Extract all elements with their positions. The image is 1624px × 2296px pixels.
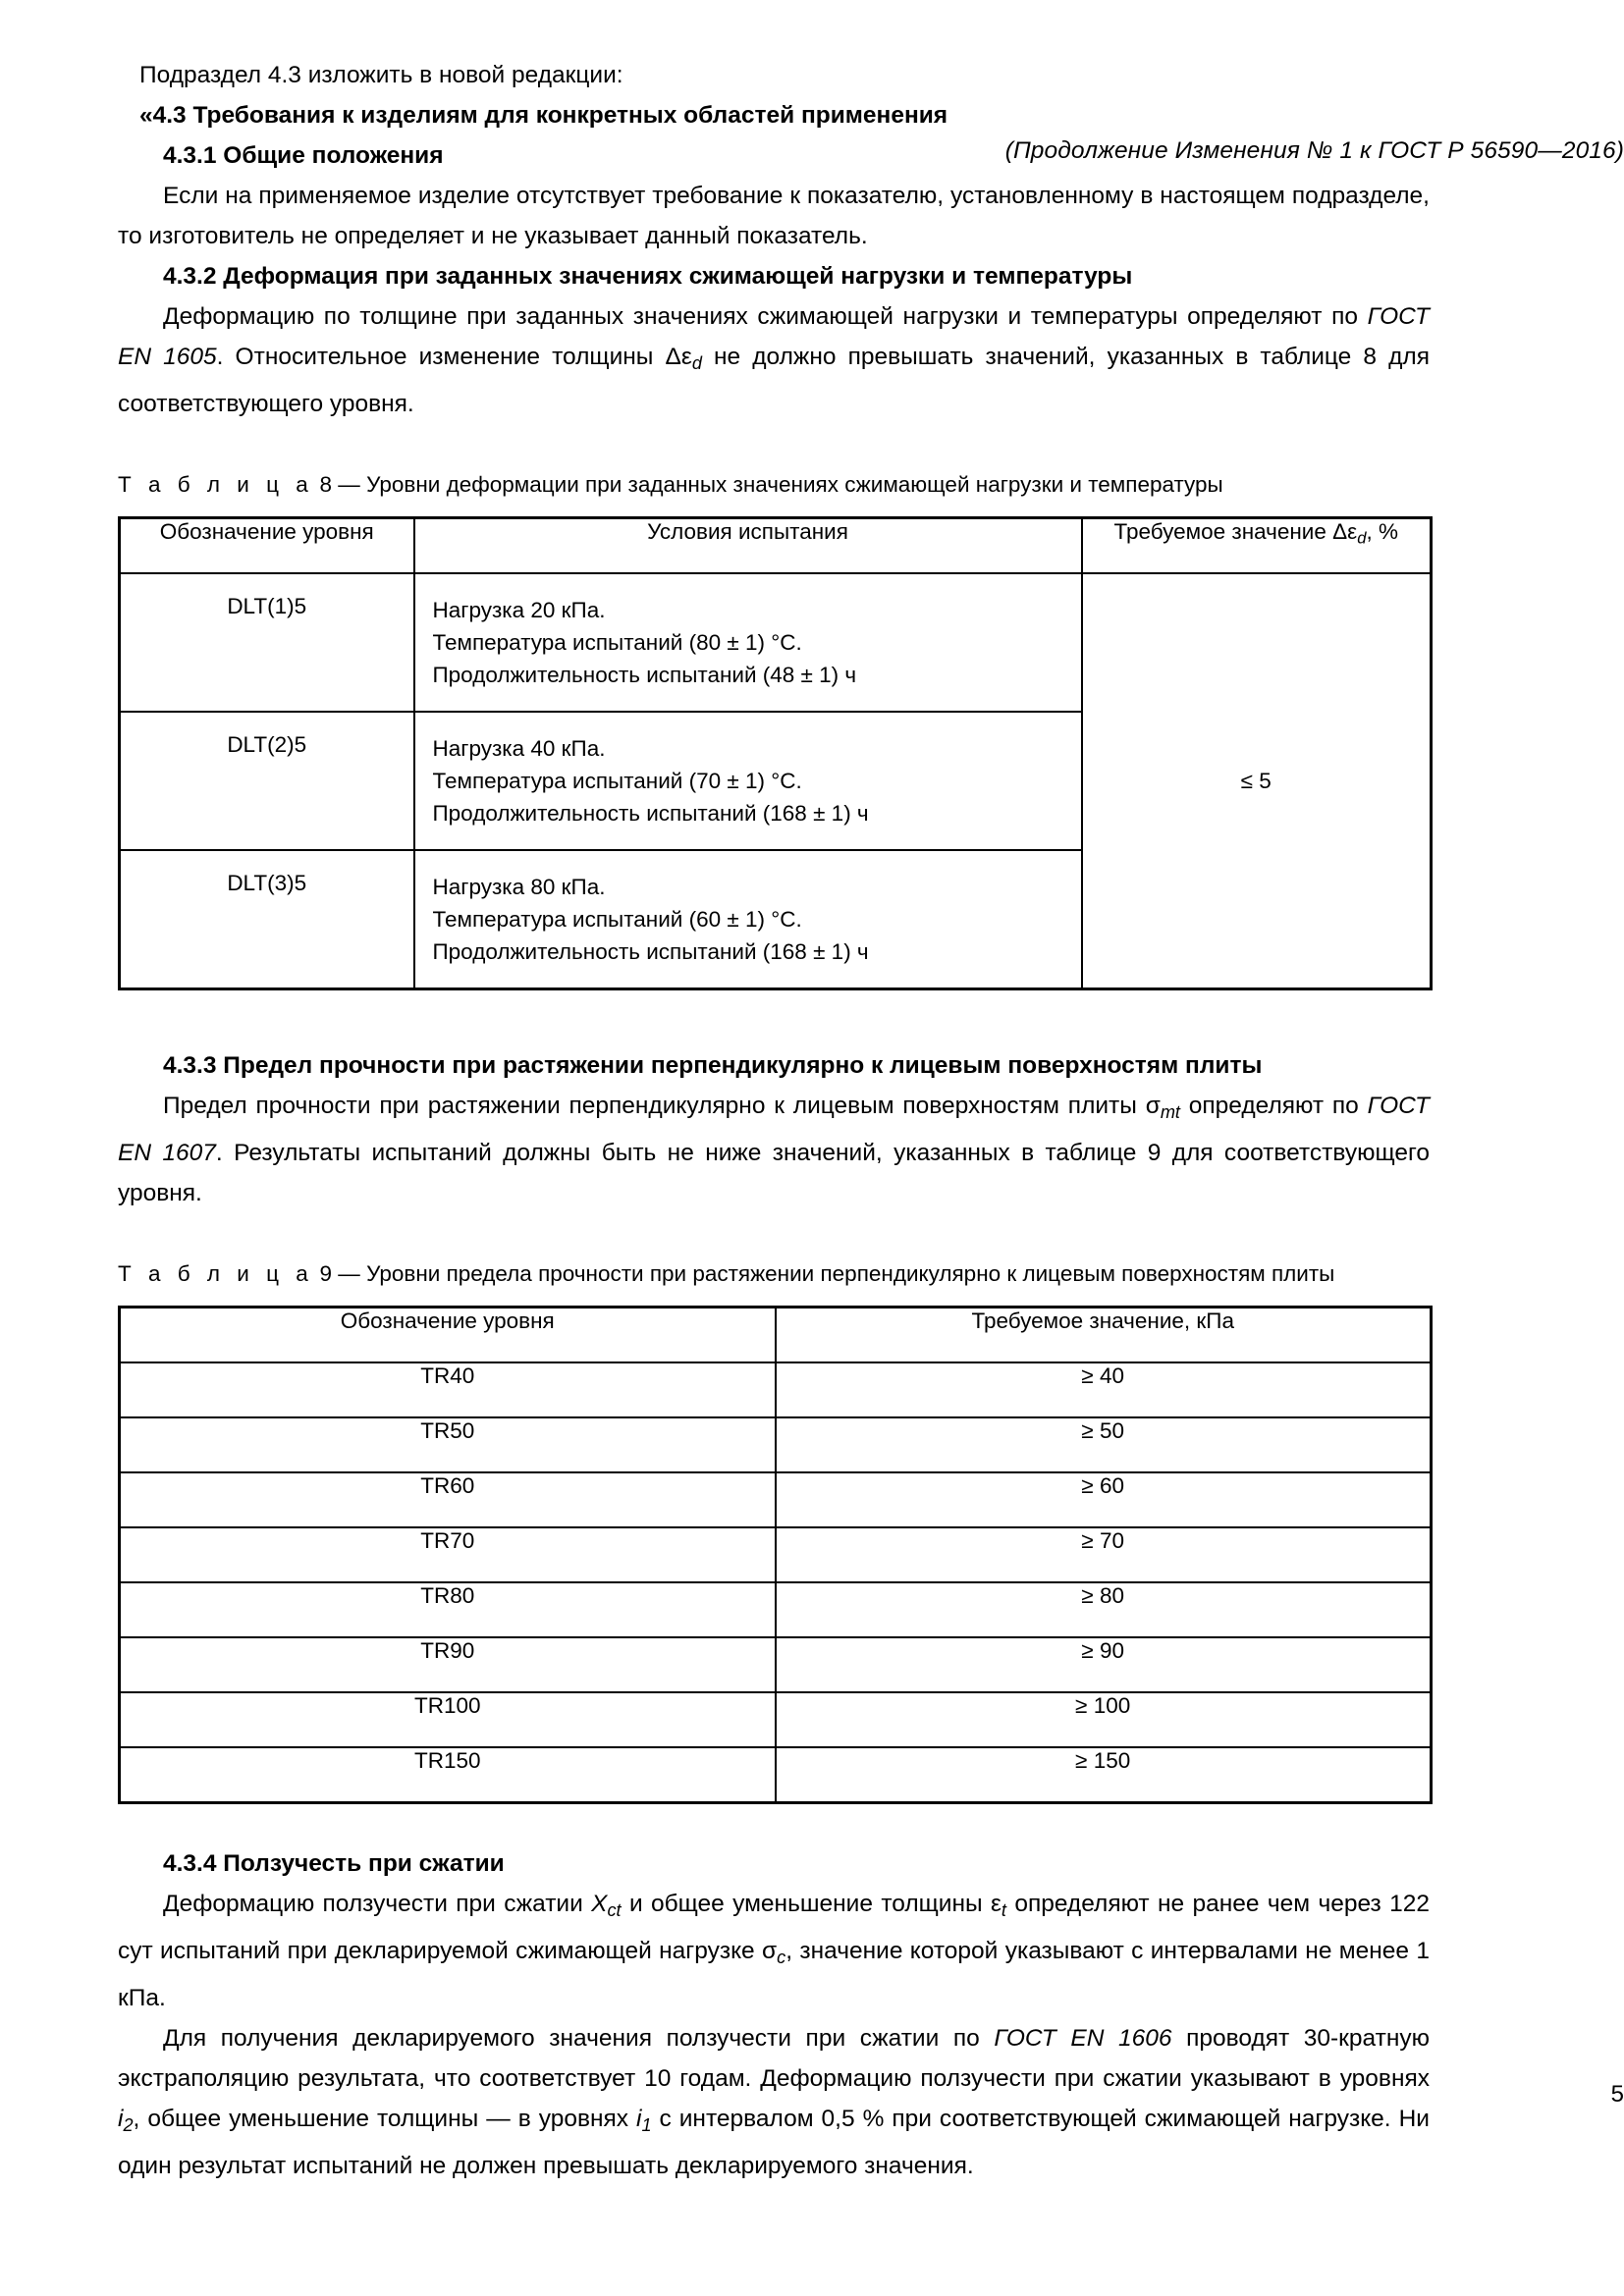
symbol-sigma-c xyxy=(762,1938,786,1968)
running-header: (Продолжение Изменения № 1 к ГОСТ Р 56590—2016) xyxy=(1004,137,1624,164)
table-8-caption-dash: — xyxy=(338,472,360,498)
table-8-condition-line: Продолжительность испытаний (168 ± 1) ч xyxy=(432,939,869,965)
symbol-epsilon-t-base: ε xyxy=(990,1891,1001,1918)
symbol-i-2-subscript: 2 xyxy=(123,2115,134,2136)
paragraph-4-3-2-part3: не должно превышать значений, указанных в таблице 8 для соответствующего уровня. xyxy=(118,344,1430,418)
table-8-cell-conditions xyxy=(414,712,1082,850)
table-8-cell-required-value: ≤ 5 xyxy=(1082,573,1432,989)
symbol-sigma-mt-base: σ xyxy=(1145,1093,1161,1120)
table-8-header-required-symbol-subscript: d xyxy=(1357,528,1367,548)
symbol-x-ct xyxy=(591,1891,622,1921)
heading-4-3-1: 4.3.1 Общие положения xyxy=(163,142,444,169)
symbol-sigma-c-subscript: c xyxy=(777,1948,786,1968)
table-8-header-required-prefix: Требуемое значение xyxy=(1113,519,1333,545)
table-9-caption-dash: — xyxy=(338,1261,360,1287)
table-9-caption-text: Уровни предела прочности при растяжении перпендикулярно к лицевым поверхностям плиты xyxy=(366,1261,1335,1287)
table-9-cell-value: ≥ 150 xyxy=(776,1747,1432,1803)
table-9-cell-level: TR60 xyxy=(120,1472,776,1527)
heading-4-3-3: 4.3.3 Предел прочности при растяжении перпендикулярно к лицевым поверхностям плиты xyxy=(163,1052,1263,1080)
table-8-caption-text: Уровни деформации при заданных значениях сжимающей нагрузки и температуры xyxy=(366,472,1223,498)
table-9-cell-value: ≥ 40 xyxy=(776,1362,1432,1417)
table-8-header-required-suffix: , % xyxy=(1366,519,1398,545)
table-9-header-level: Обозначение уровня xyxy=(120,1308,776,1363)
heading-4-3-2 xyxy=(118,256,1430,296)
table-9-cell-value: ≥ 80 xyxy=(776,1582,1432,1637)
paragraph-4-3-4-a-part3: определяют не ранее чем через 122 сут испытаний при декларируемой сжимающей нагрузке xyxy=(118,1891,1431,1965)
table-8-condition-line: Нагрузка 80 кПа. xyxy=(432,875,606,900)
table-8-header-conditions: Условия испытания xyxy=(414,518,1082,574)
table-8-caption-number: 8 xyxy=(319,472,333,498)
paragraph-4-3-3-part1: Предел прочности при растяжении перпендикулярно к лицевым поверхностям плиты xyxy=(163,1093,1146,1120)
table-row xyxy=(120,1417,1432,1472)
table-9-header-required: Требуемое значение, кПа xyxy=(776,1308,1432,1363)
table-8-condition-line: Продолжительность испытаний (48 ± 1) ч xyxy=(432,663,857,688)
paragraph-4-3-4-a-part4: , значение которой указывают с интервалами не менее 1 кПа. xyxy=(118,1938,1430,2012)
symbol-i-2-base: i xyxy=(118,2106,124,2133)
paragraph-4-3-4-b-part2: проводят 30-кратную экстраполяцию результата, что соответствует 10 годам. Деформацию ползучести при сжатии указывают в уровнях xyxy=(118,2025,1430,2093)
table-9-cell-level: TR70 xyxy=(120,1527,776,1582)
table-9-cell-level: TR40 xyxy=(120,1362,776,1417)
table-9-cell-level: TR100 xyxy=(120,1692,776,1747)
table-9-caption-label: Т а б л и ц а xyxy=(118,1261,314,1287)
paragraph-4-3-3 xyxy=(118,1086,1430,1213)
table-8-condition-line: Нагрузка 40 кПа. xyxy=(432,736,606,762)
symbol-sigma-mt-subscript: mt xyxy=(1160,1102,1180,1123)
table-row xyxy=(120,573,1432,712)
symbol-x-ct-base: X xyxy=(591,1891,608,1918)
table-8 xyxy=(118,516,1433,990)
table-row xyxy=(120,1362,1432,1417)
paragraph-4-3-1: Если на применяемое изделие отсутствует требование к показателю, установленному в настоящем подразделе, то изготовитель не определяет и не указывает данный показатель. xyxy=(118,183,1430,249)
table-8-caption xyxy=(118,469,1430,501)
symbol-sigma-c-base: σ xyxy=(762,1938,778,1965)
paragraph-4-3-4-a-part1: Деформацию ползучести при сжатии xyxy=(163,1891,592,1918)
table-8-header-level: Обозначение уровня xyxy=(120,518,414,574)
table-8-condition-line: Продолжительность испытаний (168 ± 1) ч xyxy=(432,801,869,827)
table-9-cell-level: TR50 xyxy=(120,1417,776,1472)
table-9-caption-number: 9 xyxy=(319,1261,333,1287)
table-9-cell-level: TR80 xyxy=(120,1582,776,1637)
symbol-i-1 xyxy=(636,2106,652,2136)
table-8-cell-level: DLT(3)5 xyxy=(120,850,414,989)
symbol-i-1-base: i xyxy=(636,2106,642,2133)
paragraph-4-3-4-a-part2: и общее уменьшение толщины xyxy=(621,1891,991,1918)
table-row xyxy=(120,1637,1432,1692)
paragraph-4-3-2-part2: . Относительное изменение толщины xyxy=(216,344,666,370)
table-8-header-row xyxy=(120,518,1432,574)
table-8-condition-line: Температура испытаний (80 ± 1) °С. xyxy=(432,630,802,656)
symbol-epsilon-t-subscript: t xyxy=(1001,1900,1006,1921)
table-8-condition-line: Температура испытаний (60 ± 1) °С. xyxy=(432,907,802,933)
paragraph-4-3-2-part1: Деформацию по толщине при заданных значениях сжимающей нагрузки и температуры определяют по xyxy=(163,303,1368,330)
page-number: 5 xyxy=(1610,2081,1624,2108)
table-9 xyxy=(118,1306,1433,1804)
table-8-condition-line: Нагрузка 20 кПа. xyxy=(432,598,606,623)
table-8-cell-conditions xyxy=(414,573,1082,712)
symbol-i-2 xyxy=(118,2106,134,2136)
standard-ref-en-1606: ГОСТ EN 1606 xyxy=(994,2025,1172,2053)
symbol-i-1-subscript: 1 xyxy=(641,2115,652,2136)
standard-ref-en-1607: ГОСТ EN 1607 xyxy=(118,1093,1430,1167)
symbol-delta-epsilon-d xyxy=(665,344,702,374)
table-9-cell-value: ≥ 50 xyxy=(776,1417,1432,1472)
paragraph-4-3-2 xyxy=(118,296,1430,424)
symbol-epsilon-t xyxy=(990,1891,1006,1921)
table-9-cell-value: ≥ 60 xyxy=(776,1472,1432,1527)
paragraph-4-3-4-b xyxy=(118,2018,1430,2186)
table-9-cell-value: ≥ 100 xyxy=(776,1692,1432,1747)
table-8-caption-label: Т а б л и ц а xyxy=(118,472,314,498)
table-row xyxy=(120,1692,1432,1747)
table-9-caption xyxy=(118,1258,1430,1290)
symbol-x-ct-subscript: ct xyxy=(607,1900,622,1921)
standard-ref-en-1605: ГОСТ EN 1605 xyxy=(118,303,1430,370)
table-8-cell-level: DLT(1)5 xyxy=(120,573,414,712)
table-8-condition-line: Температура испытаний (70 ± 1) °С. xyxy=(432,769,802,794)
table-9-cell-level: TR90 xyxy=(120,1637,776,1692)
heading-4-3: «4.3 Требования к изделиям для конкретных областей применения xyxy=(139,102,948,129)
table-9-header-row xyxy=(120,1308,1432,1363)
symbol-delta-epsilon-base: Δε xyxy=(665,344,692,370)
table-8-cell-level: DLT(2)5 xyxy=(120,712,414,850)
table-9-cell-level: TR150 xyxy=(120,1747,776,1803)
paragraph-4-3-3-part2: определяют по xyxy=(1179,1093,1368,1120)
table-8-cell-conditions xyxy=(414,850,1082,989)
table-9-cell-value: ≥ 90 xyxy=(776,1637,1432,1692)
table-8-header-required xyxy=(1082,518,1432,574)
table-row xyxy=(120,1747,1432,1803)
table-row xyxy=(120,1527,1432,1582)
paragraph-4-3-4-a xyxy=(118,1884,1430,2018)
heading-4-3-4: 4.3.4 Ползучесть при сжатии xyxy=(163,1850,505,1878)
table-9-cell-value: ≥ 70 xyxy=(776,1527,1432,1582)
page-content xyxy=(118,0,1430,2186)
symbol-delta-epsilon-subscript: d xyxy=(691,353,702,374)
heading-4-3-2-text: 4.3.2 Деформация при заданных значениях сжимающей нагрузки и температуры xyxy=(163,263,1133,290)
table-row xyxy=(120,1472,1432,1527)
table-row xyxy=(120,1582,1432,1637)
lead-in-line: Подраздел 4.3 изложить в новой редакции: xyxy=(139,62,623,88)
paragraph-4-3-4-b-part4: с интервалом 0,5 % при соответствующей сжимающей нагрузке. Ни один результат испытаний не должен превышать декларируемого значения. xyxy=(118,2106,1430,2180)
paragraph-4-3-3-part3: . Результаты испытаний должны быть не ниже значений, указанных в таблице 9 для соответствующего уровня. xyxy=(118,1140,1430,1207)
paragraph-4-3-4-b-part1: Для получения декларируемого значения ползучести при сжатии по xyxy=(163,2025,995,2053)
table-8-header-required-symbol xyxy=(1332,519,1367,548)
table-8-header-required-symbol-base: Δε xyxy=(1332,519,1358,545)
paragraph-4-3-4-b-part3: , общее уменьшение толщины — в уровнях xyxy=(133,2106,636,2133)
symbol-sigma-mt xyxy=(1145,1093,1180,1123)
